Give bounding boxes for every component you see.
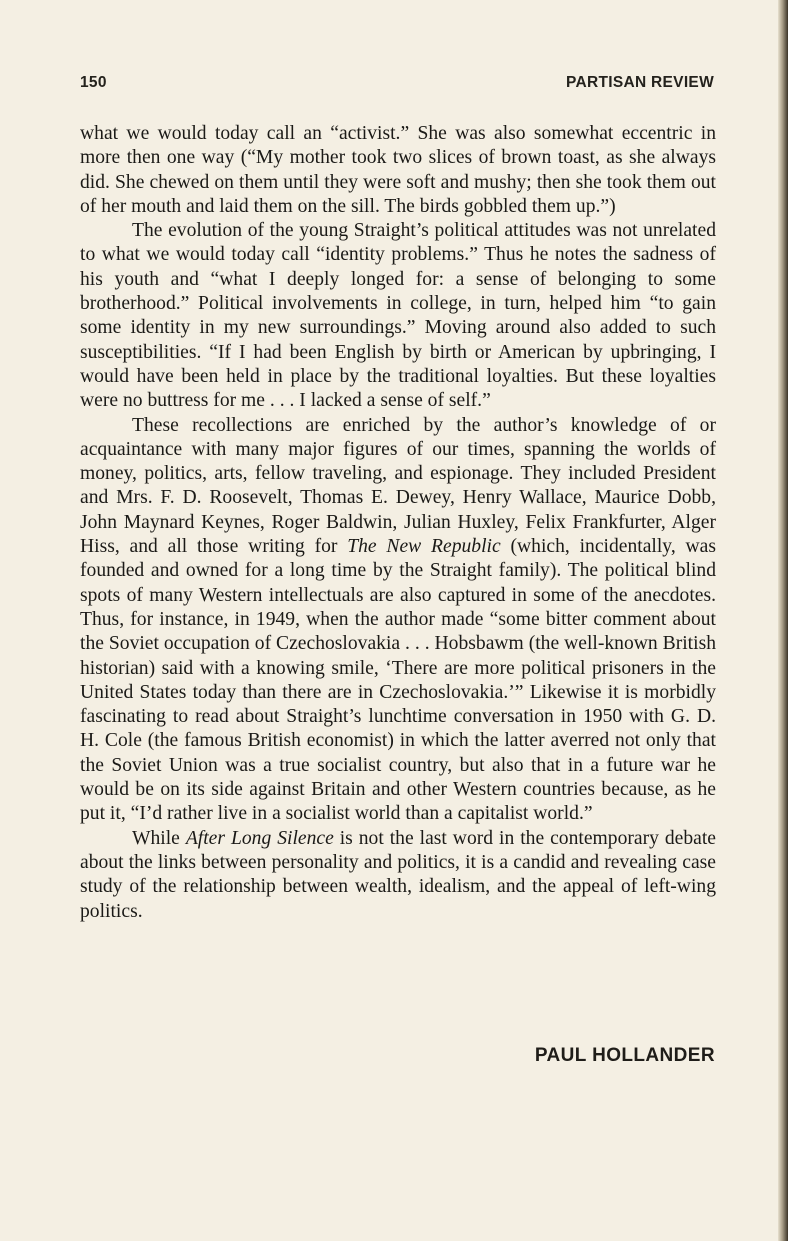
paragraph-text: While bbox=[132, 827, 186, 849]
magazine-title: The New Republic bbox=[347, 536, 501, 558]
paragraph-text: what we would today call an “activist.” She was also somewhat eccentric in more then one way (“My mother took two slices of brown toast, as she always did. She chewed on them until they were soft and mushy; then she took them out of her mouth and laid them on the sill. The birds gobbled them up.”) bbox=[80, 123, 716, 217]
page-edge-shadow bbox=[778, 0, 788, 1241]
page-number: 150 bbox=[80, 74, 107, 91]
paragraph-text: (which, incidentally, was founded and owned for a long time by the Straight family). The political blind spots of many Western intellectuals are also captured in some of the anecdotes. Thus, for instance, in 1949, when the author made “some bitter comment about the Soviet occupation of Czechoslovakia . . . Hobsbawm (the well-known British historian) said with a knowing smile, ‘There are more political prisoners in the United States today than there are in Czechoslovakia.’” Likewise it is morbidly fascinating to read about Straight’s lunchtime conversation in 1950 with G. D. H. Cole (the famous British economist) in which the latter averred not only that the Soviet Union was a true socialist country, but also that in a future war he would be on its side against Britain and other Western countries because, as he put it, “I’d rather live in a socialist world than a capitalist world.” bbox=[80, 536, 716, 825]
article-body bbox=[80, 122, 716, 924]
paragraph-continuation bbox=[80, 122, 716, 219]
author-signature: PAUL HOLLANDER bbox=[534, 1045, 715, 1066]
journal-title: PARTISAN REVIEW bbox=[565, 74, 714, 91]
paragraph-recollections bbox=[80, 414, 716, 827]
paragraph-text: is not the last word in the contemporary debate about the links between personality and politics, it is a candid and revealing case study of the relationship between wealth, idealism, and the appeal of left-wing politics. bbox=[80, 827, 716, 922]
paragraph-text: These recollections are enriched by the author’s knowledge of or acquaintance with many major figures of our times, spanning the worlds of money, politics, arts, fellow traveling, and espionage. They included President and Mrs. F. D. Roosevelt, Thomas E. Dewey, Henry Wallace, Maurice Dobb, John Maynard Keynes, Roger Baldwin, Julian Huxley, Felix Frankfurter, Alger Hiss, and all those writing for bbox=[80, 414, 716, 558]
paragraph-identity bbox=[80, 219, 716, 413]
book-title: After Long Silence bbox=[185, 827, 334, 849]
paragraph-conclusion bbox=[80, 827, 716, 924]
paragraph-text: The evolution of the young Straight’s political attitudes was not unrelated to what we would today call “identity problems.” Thus he notes the sadness of his youth and “what I deeply longed for: a sense of belonging to some brotherhood.” Political involvements in college, in turn, helped him “to gain some identity in my new surroundings.” Moving around also added to such susceptibilities. “If I had been English by birth or American by upbringing, I would have been held in place by the traditional loyalties. But these loyalties were no buttress for me . . . I lacked a sense of self.” bbox=[80, 220, 716, 412]
